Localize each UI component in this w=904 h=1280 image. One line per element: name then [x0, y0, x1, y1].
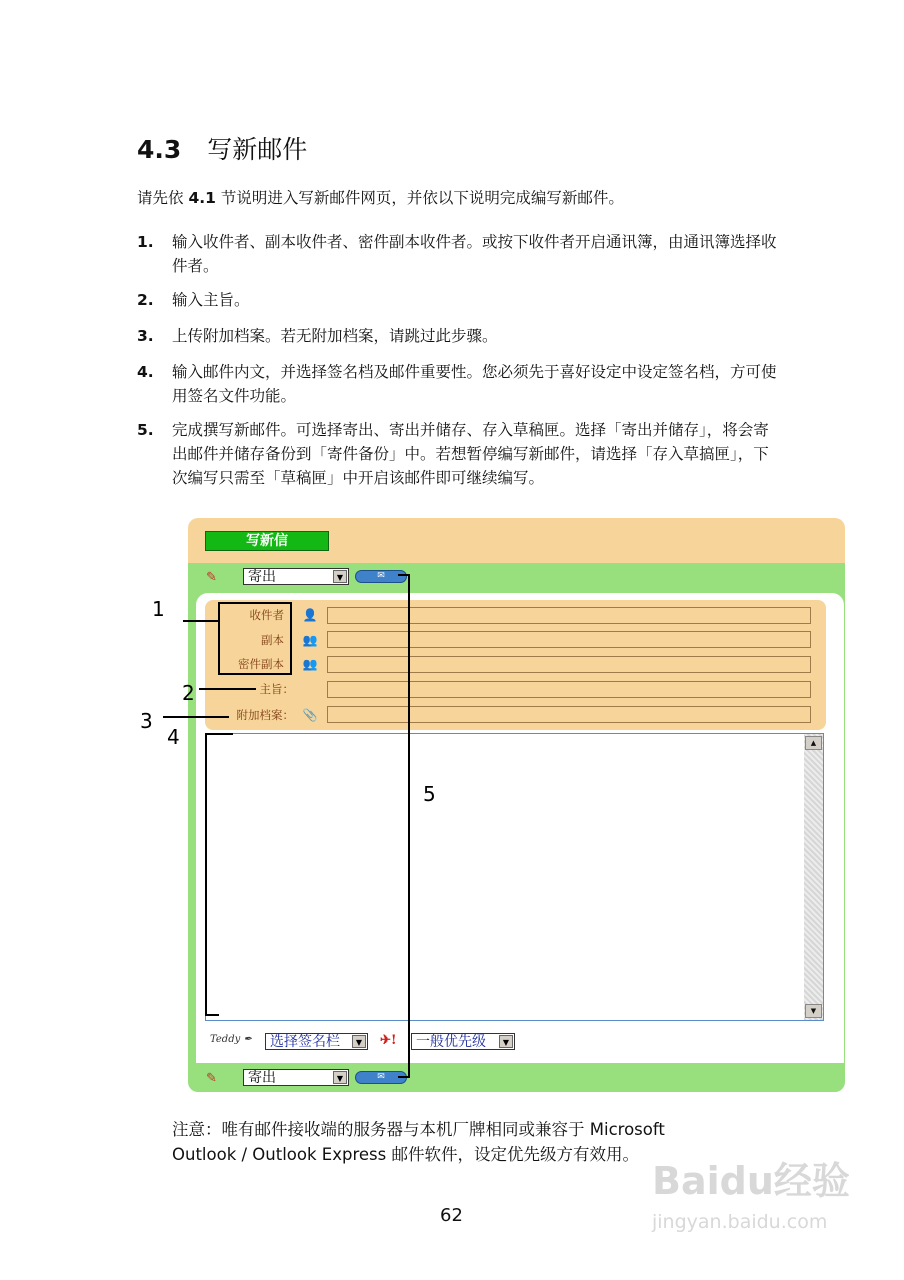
- callout-box-recipients: [218, 602, 292, 675]
- subject-label: 主旨：: [259, 682, 294, 696]
- pen-icon: ✒: [240, 1034, 252, 1045]
- intro-reference: 4.1: [188, 189, 216, 207]
- signature-select[interactable]: [265, 1033, 368, 1050]
- priority-select-value: 一般优先级: [416, 1034, 486, 1050]
- note-line-1: [172, 1117, 665, 1142]
- cc-label[interactable]: 副本: [261, 633, 284, 647]
- pen-icon: ✎: [206, 1071, 217, 1086]
- step-text: 输入邮件内文，并选择签名档及邮件重要性。您必须先于喜好设定中设定签名档，方可使用签名文件功能。: [172, 363, 777, 405]
- scroll-up-icon[interactable]: ▲: [805, 736, 822, 750]
- callout-line-2: [199, 688, 256, 690]
- callout-line-4-top: [205, 733, 233, 735]
- callout-number-4: 4: [167, 725, 180, 749]
- callout-number-2: 2: [182, 681, 195, 705]
- callout-line-4-left: [205, 733, 207, 1016]
- bcc-input[interactable]: [327, 656, 811, 673]
- to-label[interactable]: 收件者: [249, 608, 284, 622]
- note-paragraph: [172, 1117, 665, 1167]
- pen-icon: ✎: [206, 570, 217, 585]
- callout-line-3: [163, 716, 229, 718]
- intro-text-post: 节说明进入写新邮件网页，并依以下说明完成编写新邮件。: [215, 189, 624, 207]
- step-item-1: [137, 230, 777, 278]
- steps-list: [137, 230, 777, 500]
- chevron-down-icon: ▼: [333, 570, 347, 583]
- step-text: 输入收件者、副本收件者、密件副本收件者。或按下收件者开启通讯簿，由通讯簿选择收件者。: [172, 233, 777, 275]
- send-option-value: 寄出: [248, 569, 276, 585]
- callout-number-1: 1: [152, 597, 165, 621]
- send-option-select-top[interactable]: [243, 568, 349, 585]
- watermark-url: jingyan.baidu.com: [652, 1211, 828, 1233]
- step-item-4: [137, 360, 777, 408]
- step-item-5: [137, 418, 777, 490]
- send-option-select-bottom[interactable]: [243, 1069, 349, 1086]
- user-icon[interactable]: 👤: [302, 608, 318, 622]
- callout-number-5: 5: [423, 782, 436, 806]
- chevron-down-icon: ▼: [352, 1035, 366, 1048]
- compose-title: 写新信: [205, 531, 329, 551]
- note-product: Microsoft: [589, 1120, 665, 1139]
- step-number: 2.: [137, 291, 154, 309]
- step-number: 4.: [137, 363, 154, 381]
- step-number: 5.: [137, 421, 154, 439]
- chevron-down-icon: ▼: [333, 1071, 347, 1084]
- note-text: 注意：唯有邮件接收端的服务器与本机厂牌相同或兼容于: [172, 1120, 590, 1139]
- signature-select-value: 选择签名栏: [270, 1034, 340, 1050]
- to-input[interactable]: [327, 607, 811, 624]
- section-title: 写新邮件: [207, 135, 308, 164]
- scroll-down-icon[interactable]: ▼: [805, 1004, 822, 1018]
- step-text: 上传附加档案。若无附加档案，请跳过此步骤。: [172, 327, 498, 345]
- watermark-brand: Baidu经验: [652, 1159, 850, 1203]
- cc-input[interactable]: [327, 631, 811, 648]
- step-text: 输入主旨。: [172, 291, 250, 309]
- bcc-label[interactable]: 密件副本: [238, 657, 284, 671]
- callout-line-4-bottom: [205, 1014, 219, 1016]
- send-option-value: 寄出: [248, 1070, 276, 1086]
- priority-select[interactable]: [411, 1033, 515, 1050]
- step-number: 3.: [137, 327, 154, 345]
- users-icon[interactable]: 👥: [302, 657, 318, 671]
- callout-line-5-bottom: [398, 1076, 410, 1078]
- envelope-icon: ✉: [377, 571, 385, 581]
- signature-label-text: Teddy: [210, 1034, 241, 1045]
- callout-line-5-vertical: [408, 574, 410, 1078]
- send-button-top[interactable]: [355, 570, 407, 583]
- note-line-2: [172, 1142, 665, 1167]
- intro-text-pre: 请先依: [137, 189, 189, 207]
- signature-label: [210, 1034, 252, 1045]
- step-number: 1.: [137, 233, 154, 251]
- section-number: 4.3: [137, 135, 182, 164]
- step-text: 完成撰写新邮件。可选择寄出、寄出并储存、存入草稿匣。选择「寄出并储存」，将会寄出邮件并储存备份到「寄件备份」中。若想暂停编写新邮件，请选择「存入草搞匣」，下次编写只需至「草稿匣」中开启该邮件即可继续编写。: [172, 421, 769, 487]
- watermark: [652, 1150, 850, 1233]
- step-item-3: [137, 324, 777, 348]
- note-product: Outlook / Outlook Express: [172, 1145, 387, 1164]
- callout-number-3: 3: [140, 709, 153, 733]
- users-icon[interactable]: 👥: [302, 633, 318, 647]
- attachment-input[interactable]: [327, 706, 811, 723]
- intro-paragraph: [137, 186, 624, 208]
- chevron-down-icon: ▼: [499, 1035, 513, 1048]
- step-item-2: [137, 288, 777, 312]
- message-body-input[interactable]: [205, 733, 824, 1021]
- note-text: 邮件软件，设定优先级方有效用。: [386, 1145, 639, 1164]
- page-number: 62: [440, 1205, 463, 1226]
- body-scrollbar[interactable]: [804, 734, 823, 1020]
- attachment-label: 附加档案：: [236, 708, 294, 722]
- envelope-icon: ✉: [377, 1072, 385, 1082]
- subject-input[interactable]: [327, 681, 811, 698]
- priority-icon: ✈!: [380, 1033, 397, 1048]
- callout-line-1: [183, 620, 219, 622]
- section-heading: [137, 130, 307, 166]
- paperclip-icon[interactable]: 📎: [302, 708, 318, 722]
